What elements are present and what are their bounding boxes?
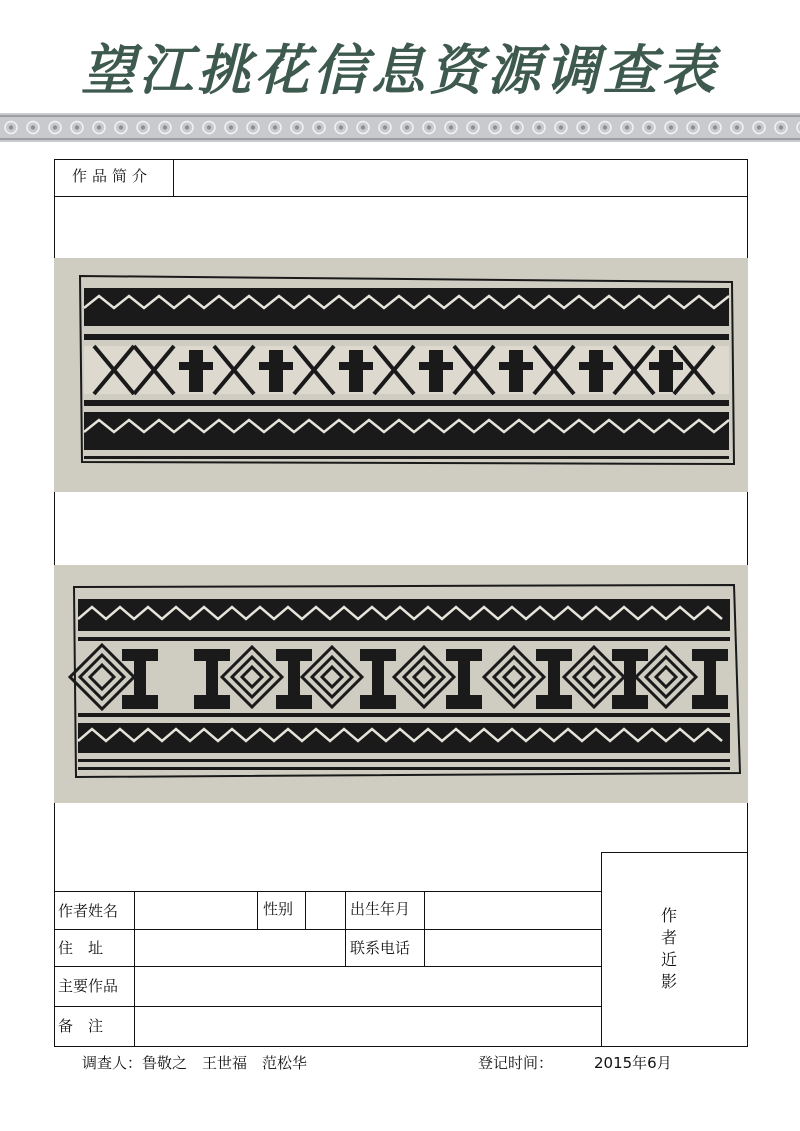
gender-divider-left: [257, 891, 258, 929]
intro-row-line: [54, 196, 748, 197]
author-name-label: 作者姓名: [58, 902, 119, 920]
registration-label: 登记时间：: [478, 1054, 554, 1072]
main-works-label: 主要作品: [58, 977, 119, 995]
intro-label: 作品简介: [72, 167, 153, 185]
author-photo-label: 作者近影: [660, 906, 677, 991]
embroidery-photo-1: [54, 258, 748, 492]
form-row-line-3: [54, 966, 601, 967]
decorative-border-band: [0, 113, 800, 142]
gender-label: 性别: [263, 900, 294, 918]
form-row-line-4: [54, 1006, 601, 1007]
form-row-line-2: [54, 929, 601, 930]
investigators: 调查人：鲁敬之 王世福 范松华: [82, 1054, 308, 1072]
gender-divider-right: [305, 891, 306, 929]
birth-divider-left: [345, 891, 346, 966]
intro-label-divider: [173, 159, 174, 196]
registration-date: 2015年6月: [594, 1054, 672, 1072]
form-row-line-1: [54, 891, 601, 892]
document-title: 望江挑花信息资源调查表: [81, 38, 719, 102]
birth-date-label: 出生年月: [350, 900, 411, 918]
address-label: 住 址: [58, 939, 104, 957]
photo-box-left: [601, 852, 602, 1047]
form-label-divider: [134, 891, 135, 1047]
embroidery-photo-2: [54, 565, 748, 803]
phone-label: 联系电话: [350, 939, 411, 957]
photo-box-top: [601, 852, 748, 853]
birth-divider-right: [424, 891, 425, 966]
remarks-label: 备 注: [58, 1017, 104, 1035]
